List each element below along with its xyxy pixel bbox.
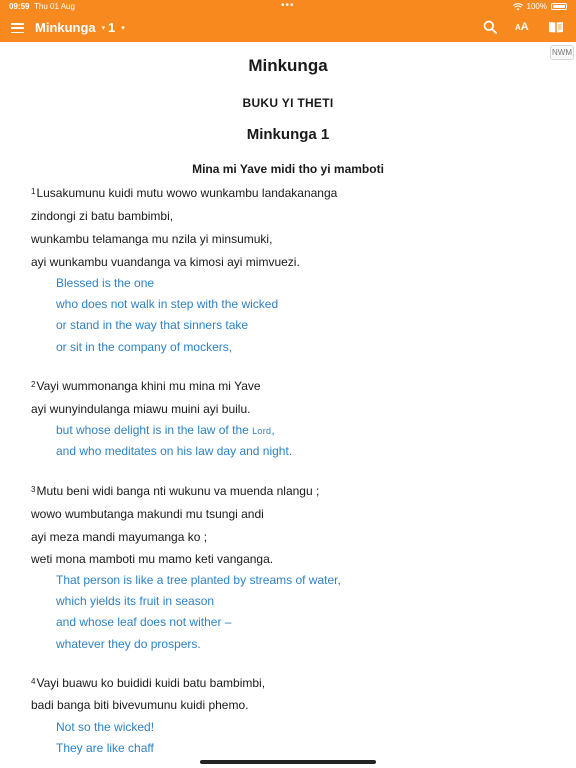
section-title: BUKU YI THETI: [242, 96, 334, 110]
search-icon[interactable]: [483, 20, 497, 34]
verse-number: 1: [31, 187, 36, 196]
verse-line[interactable]: wunkambu telamanga mu nzila yi minsumuki,: [31, 232, 273, 246]
verse-text: Mutu beni widi banga nti wukunu va muenda nlangu ;: [36, 484, 320, 498]
parallel-verse-line[interactable]: whatever they do prospers.: [56, 637, 201, 651]
text-size-icon[interactable]: AA: [515, 21, 529, 33]
parallel-verse-line[interactable]: They are like chaff: [56, 741, 154, 755]
wifi-icon: [513, 3, 523, 11]
parallel-verse-line[interactable]: and who meditates on his law day and night.: [56, 444, 293, 458]
parallel-verse-line[interactable]: That person is like a tree planted by streams of water,: [56, 573, 341, 587]
verse-text: Vayi buawu ko buididi kuidi batu bambimbi,: [36, 676, 266, 690]
multitask-dots-icon[interactable]: •••: [281, 0, 295, 11]
verse-line[interactable]: [31, 676, 265, 690]
parallel-verse-punct: ,: [271, 423, 275, 437]
home-indicator[interactable]: [200, 760, 376, 764]
parallel-verse-line[interactable]: which yields its fruit in season: [56, 594, 215, 608]
hamburger-menu-icon[interactable]: [11, 23, 24, 33]
verse-line[interactable]: [31, 484, 319, 498]
parallel-verse-line[interactable]: [56, 423, 275, 437]
chevron-down-icon: ▾: [121, 24, 125, 32]
parallel-verse-line[interactable]: who does not walk in step with the wicked: [56, 297, 279, 311]
chapter-title: Minkunga 1: [246, 126, 330, 143]
status-time: 09:59: [9, 2, 30, 11]
book-selector-label: Minkunga: [35, 20, 96, 35]
parallel-verse-line[interactable]: Blessed is the one: [56, 276, 155, 290]
parallel-verse-text: but whose delight is in the law of the: [56, 423, 253, 437]
parallel-version-button[interactable]: NWM: [550, 45, 574, 60]
divine-name: Lord: [252, 426, 272, 436]
battery-icon: [551, 3, 567, 10]
parallel-verse-line[interactable]: Not so the wicked!: [56, 720, 155, 734]
parallel-verse-line[interactable]: or sit in the company of mockers,: [56, 340, 233, 354]
status-date: Thu 01 Aug: [34, 2, 75, 11]
verse-text: Vayi wummonanga khini mu mina mi Yave: [36, 379, 261, 393]
verse-line[interactable]: ayi meza mandi mayumanga ko ;: [31, 530, 208, 544]
chapter-selector[interactable]: [108, 20, 125, 35]
verse-line[interactable]: zindongi zi batu bambimbi,: [31, 209, 174, 223]
open-book-icon[interactable]: [548, 20, 564, 34]
verse-line[interactable]: ayi wunyindulanga miawu muini ayi builu.: [31, 402, 251, 416]
verse-number: 3: [31, 485, 36, 494]
parallel-verse-line[interactable]: or stand in the way that sinners take: [56, 318, 249, 332]
verse-text: Lusakumunu kuidi mutu wowo wunkambu landakananga: [36, 186, 338, 200]
book-title: Minkunga: [248, 56, 328, 75]
verse-line[interactable]: weti mona mamboti mu mamo keti vanganga.: [31, 552, 274, 566]
verse-line[interactable]: badi banga biti bivevumunu kuidi phemo.: [31, 698, 249, 712]
section-heading: Mina mi Yave midi tho yi mamboti: [192, 162, 384, 176]
book-selector[interactable]: [35, 20, 105, 35]
parallel-verse-line[interactable]: and whose leaf does not wither –: [56, 615, 232, 629]
battery-percent: 100%: [526, 2, 547, 11]
verse-line[interactable]: wowo wumbutanga makundi mu tsungi andi: [31, 507, 264, 521]
navigation-bar: [0, 14, 576, 42]
status-bar: [0, 0, 576, 14]
chevron-down-icon: ▾: [101, 24, 106, 32]
verse-number: 2: [31, 380, 36, 389]
status-right: [513, 2, 567, 11]
verse-line[interactable]: [31, 379, 261, 393]
chapter-selector-label: 1: [108, 20, 116, 35]
verse-line[interactable]: ayi wunkambu vuandanga va kimosi ayi mimvuezi.: [31, 255, 300, 269]
verse-number: 4: [31, 677, 36, 686]
verse-line[interactable]: [31, 186, 337, 200]
